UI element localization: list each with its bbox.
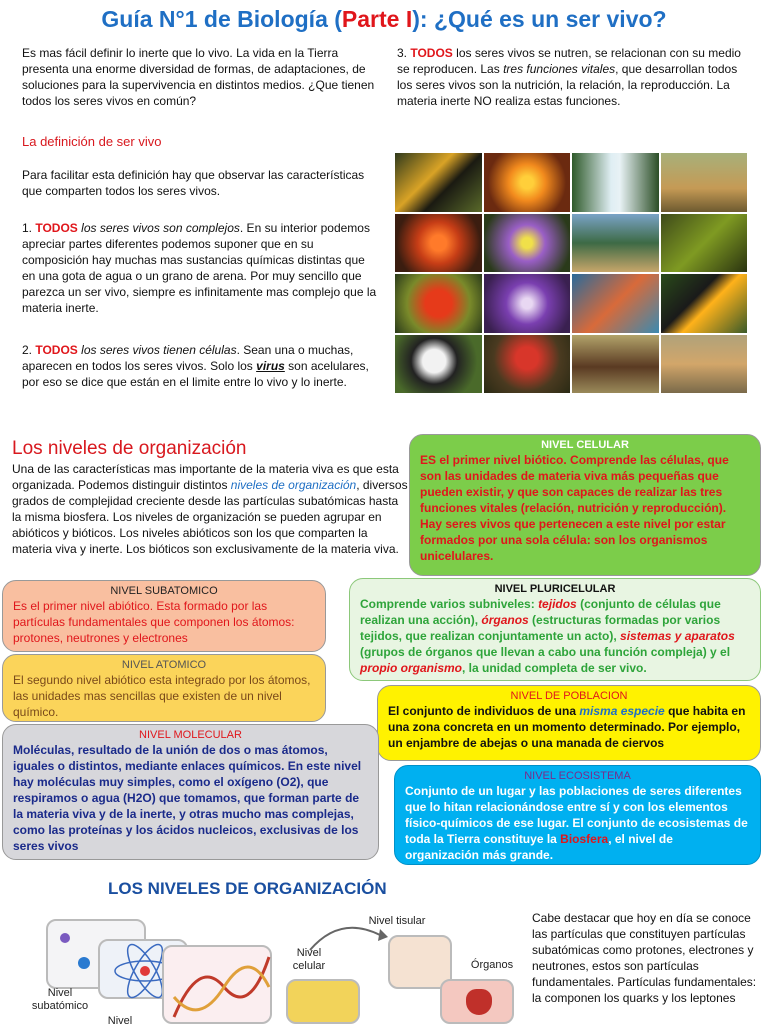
box-title: NIVEL CELULAR: [541, 439, 629, 451]
box-nivel-molecular: [2, 724, 379, 860]
dna-icon: [164, 947, 274, 1024]
point-2: 2. TODOS los seres vivos tienen células. Sean una o muchas, aparecen en todos los seres vivos. Solo los virus son acelulares, por eso se dice que están en el limite entre lo vivo y lo inerte.: [22, 343, 369, 389]
neutron-icon: [78, 957, 90, 969]
diagram-title: LOS NIVELES DE ORGANIZACIÓN: [108, 879, 387, 898]
coral-photo: [572, 274, 659, 333]
point-3: 3. TODOS los seres vivos se nutren, se relacionan con su medio se reproducen. Las tres funciones vitales, que desarrollan todos los seres vivos son la nutrición, la relación, la reproducción. La materia inerte NO realiza estas funciones.: [397, 46, 741, 108]
box-body: El segundo nivel abiótico esta integrado por los átomos, las unidades mas sencillas que existen de un nivel químico.: [13, 673, 311, 719]
label-celular: Nivel celular: [292, 947, 326, 972]
intro-paragraph: Es mas fácil definir lo inerte que lo vivo. La vida en la Tierra presenta una enorme diversidad de formas, de adaptaciones, de soluciones para la supervivencia en distintos medios. ¿Que tienen todos los seres vivos en común?: [22, 46, 375, 108]
box-body: Moléculas, resultado de la unión de dos o mas átomos, iguales o distintos, mediante enlaces químicos. En este nivel hay moléculas muy simples, como el oxígeno (O2), que respiramos o agua (H2O) que tomamos, que forman parte de la materia viva y de la inerte, y otras mucho mas complejas, como las proteínas y los ácidos nucleicos, exclusivas de los seres vivos: [13, 743, 362, 853]
box-body: Es el primer nivel abiótico. Esta formado por las partículas fundamentales que componen los átomos: protones, neutrones y electrones: [13, 599, 295, 645]
arrow-icon: [300, 915, 400, 955]
box-title: NIVEL SUBATOMICO: [110, 585, 218, 597]
purple-flower-photo: [484, 214, 571, 273]
box-nivel-ecosistema: NIVEL ECOSISTEMA Conjunto de un lugar y las poblaciones de seres diferentes que lo hitan relacionándose entre sí y con los elementos físico-químicos de ese lugar. El conjunto de ecosistemas de toda la Tierra constituye la Biosfera, el nivel de organización más grande.: [394, 765, 761, 865]
label-tisular: Nivel tisular: [368, 915, 426, 927]
box-nivel-atomico: [2, 654, 326, 722]
orange-flower-photo: [484, 153, 571, 212]
point-1: 1. TODOS los seres vivos son complejos. En su interior podemos apreciar partes diferentes podemos suponer que en su composición hay muchas mas sustancias químicas distintas que en una gota de agua o un grano de arena. Por muy sencillo que parezca un ser vivo, siempre es infinitamente mas complejo que la materia inerte.: [22, 221, 377, 315]
buffalo-photo: [572, 335, 659, 394]
box-nivel-celular: [409, 434, 761, 576]
box-nivel-pluricelular: NIVEL PLURICELULAR Comprende varios subniveles: tejidos (conjunto de células que realizan una acción), órganos (estructuras formadas por varios tejidos, que realizan conjuntamente un acto), sistemas y aparatos (grupos de órganos que llevan a cabo una función compleja) y el propio organismo, la unidad completa de ser vivo.: [349, 578, 761, 681]
living-beings-collage: [395, 153, 747, 395]
panda-photo: [395, 335, 482, 394]
box-nivel-poblacion: NIVEL DE POBLACION El conjunto de individuos de una misma especie que habita en una zona concreta en un momento determinado. Por ejemplo, un enjambre de abejas o una manada de ciervos: [377, 685, 761, 761]
side-note: Cabe destacar que hoy en día se conoce las partículas que constituyen partículas subatómicas como protones, electrones y neutrones, estos son partículas fundamentales. Partículas fundamentales: la componen los quarks y los leptones: [532, 911, 757, 1005]
levels-paragraph: Una de las características mas importante de la materia viva es que esta organizada. Podemos distinguir distintos niveles de organización, diversos grados de complejidad creciente desde las partículas subatómicas hasta la misma biosfera. Los niveles de organización se pueden agrupar en abióticos y bióticos. Los niveles abióticos son los que comparten la materia viva y inerte. Los bióticos son exclusivamente de la materia viva.: [12, 462, 408, 556]
label-subatomico: Nivel subatómico: [31, 987, 89, 1012]
levels-heading: Los niveles de organización: [12, 438, 247, 459]
box-body: ES el primer nivel biótico. Comprende las células, que son las unidades de materia viva más pequeñas que pueden existir, y que son capaces de realizar las tres funciones vitales (relación, nutrición y reproducción). Hay seres vivos que pertenecen a este nivel por estar formados por una sola célula: son los organismos unicelulares.: [420, 453, 729, 563]
box-title: NIVEL DE POBLACION: [510, 690, 628, 702]
sea-anemone-photo: [395, 214, 482, 273]
definition-intro: Para facilitar esta definición hay que observar las características que comparten todos los seres vivos.: [22, 168, 365, 198]
box-nivel-subatomico: [2, 580, 326, 652]
molecule-node: [162, 945, 272, 1024]
mushroom-photo: [484, 335, 571, 394]
label-nivel: Nivel: [107, 1015, 133, 1024]
butterfly-photo: [395, 153, 482, 212]
levels-diagram: [0, 905, 520, 1024]
toucan-photo: [661, 274, 748, 333]
waterfall-photo: [572, 153, 659, 212]
leopard-photo: [661, 153, 748, 212]
cell-node: [286, 979, 360, 1024]
definition-heading: La definición de ser vivo: [22, 134, 162, 149]
box-title: NIVEL ATOMICO: [121, 659, 207, 671]
landscape-photo: [572, 214, 659, 273]
snake-photo: [661, 214, 748, 273]
box-title: NIVEL MOLECULAR: [139, 729, 242, 741]
page-title: Guía N°1 de Biología (Parte I): ¿Qué es un ser vivo?: [101, 6, 667, 32]
heart-icon: [466, 989, 492, 1015]
box-title: NIVEL PLURICELULAR: [494, 583, 616, 595]
monkey-family-photo: [661, 335, 748, 394]
violet-flower-photo: [484, 274, 571, 333]
box-title: NIVEL ECOSISTEMA: [524, 770, 631, 782]
organ-node: [440, 979, 514, 1024]
electron-icon: [60, 933, 70, 943]
label-organos: Órganos: [470, 959, 514, 971]
red-frog-photo: [395, 274, 482, 333]
